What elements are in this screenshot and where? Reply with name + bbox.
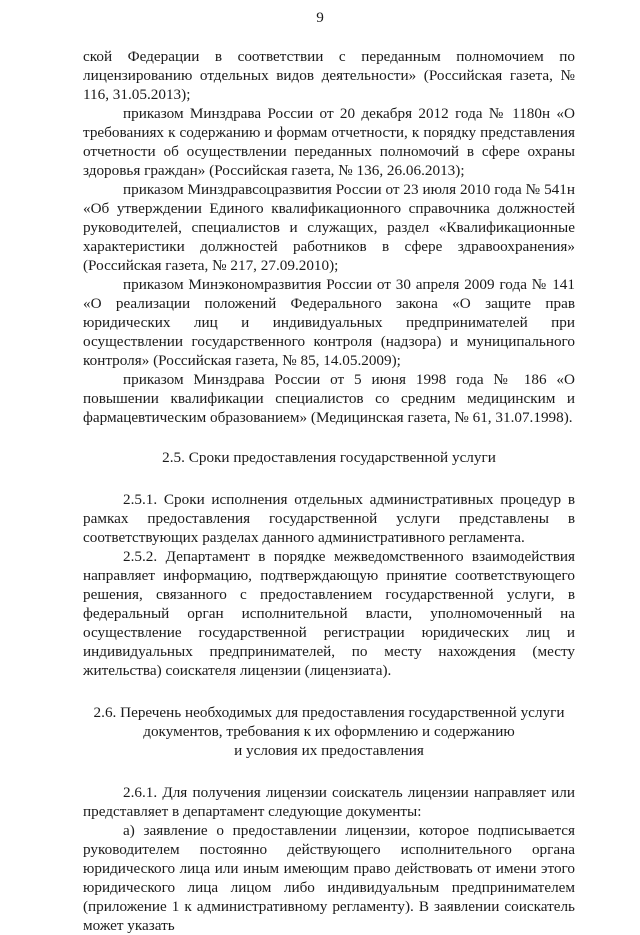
paragraph-continuation: ской Федерации в соответствии с переданным полномочием по лицензированию отдельных видов деятельности» (Российская газета, № 116, 31.05.2013); (83, 48, 575, 103)
page-number: 9 (316, 9, 324, 26)
paragraph-2-5-2: 2.5.2. Департамент в порядке межведомственного взаимодействия направляет информацию, подтверждающую принятие соответствующего решения, связанного с предоставлением государственной услуги, в федеральный орган исполнительной власти, уполномоченный на осуществление государственной регистрации юридических лиц и индивидуальных предпринимателей, по месту нахождения (месту жительства) соискателя лицензии (лицензиата). (83, 548, 575, 679)
paragraph-2-6-1: 2.6.1. Для получения лицензии соискатель лицензии направляет или представляет в департамент следующие документы: (83, 784, 575, 820)
paragraph-2-6-1-a: а) заявление о предоставлении лицензии, которое подписывается руководителем постоянно действующего исполнительного органа юридического лица или иным имеющим право действовать от имени этого юридического лица лицом либо индивидуальным предпринимателем (приложение 1 к административному регламенту). В заявлении соискатель может указать (83, 822, 575, 934)
paragraph-order-141: приказом Минэкономразвития России от 30 апреля 2009 года № 141 «О реализации положений Федерального закона «О защите прав юридических лиц и индивидуальных предпринимателей при осуществлении государственного контроля (надзора) и муниципального контроля» (Российская газета, № 85, 14.05.2009); (83, 276, 575, 369)
paragraph-order-1180n: приказом Минздрава России от 20 декабря 2012 года № 1180н «О требованиях к содержанию и формам отчетности, к порядку представления отчетности об осуществлении переданных полномочий в сфере охраны здоровья граждан» (Российская газета, № 136, 26.06.2013); (83, 105, 575, 179)
paragraph-2-5-1: 2.5.1. Сроки исполнения отдельных административных процедур в рамках предоставления государственной услуги представлены в соответствующих разделах данного административного регламента. (83, 491, 575, 546)
paragraph-order-186: приказом Минздрава России от 5 июня 1998 года № 186 «О повышении квалификации специалистов со средним медицинским и фармацевтическим образованием» (Медицинская газета, № 61, 31.07.1998). (83, 371, 575, 426)
section-2-6-heading-line-2: документов, требования к их оформлению и содержанию (143, 723, 515, 740)
section-2-6-heading-line-1: 2.6. Перечень необходимых для предоставления государственной услуги (93, 704, 565, 721)
section-2-5-heading: 2.5. Сроки предоставления государственной услуги (162, 449, 496, 466)
paragraph-order-541n: приказом Минздравсоцразвития России от 23 июля 2010 года № 541н «Об утверждении Единого квалификационного справочника должностей руководителей, специалистов и служащих, раздел «Квалификационные характеристики должностей работников в сфере здравоохранения» (Российская газета, № 217, 27.09.2010); (83, 181, 575, 274)
section-2-6-heading-line-3: и условия их предоставления (234, 742, 424, 759)
document-body (83, 47, 575, 935)
section-2-6-heading (83, 703, 575, 760)
